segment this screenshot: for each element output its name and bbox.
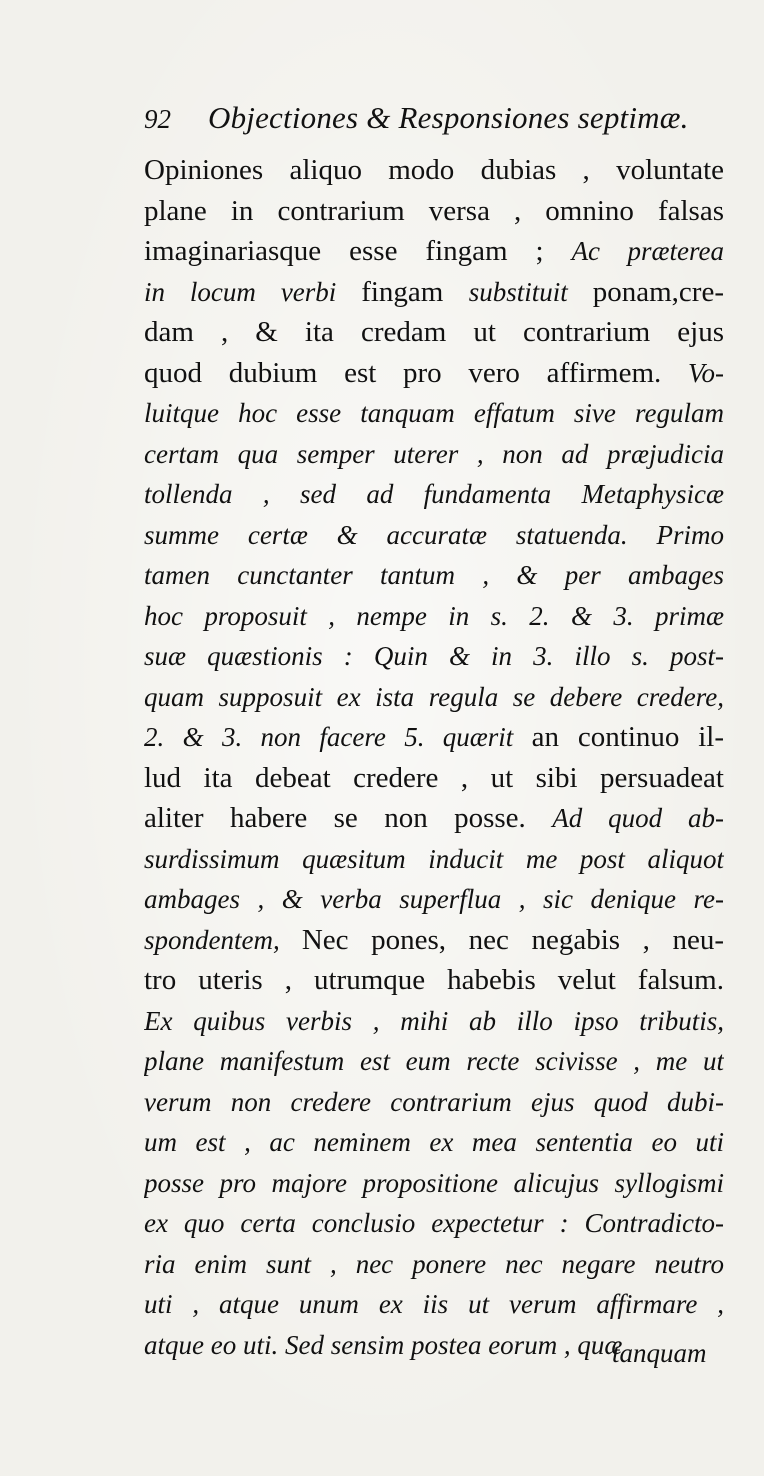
text-line — [144, 1203, 724, 1244]
italic-text-segment: ex quo certa conclusio expectetur : Contradicto- — [144, 1208, 724, 1238]
italic-text-segment: quam supposuit ex ista regula se debere credere, — [144, 681, 724, 712]
text-line — [144, 1122, 724, 1163]
text-line — [144, 596, 724, 637]
text-line — [144, 150, 724, 191]
italic-text-segment: 2. & 3. non facere 5. quærit — [144, 722, 532, 752]
text-line — [144, 717, 724, 758]
text-line — [144, 1244, 724, 1285]
italic-text-segment: uti , atque unum ex iis ut verum affirmare , — [144, 1289, 724, 1319]
italic-text-segment: um est , ac neminem ex mea sententia eo uti — [144, 1127, 724, 1157]
text-line — [144, 434, 724, 475]
text-line — [144, 960, 724, 1001]
text-line — [144, 191, 724, 232]
italic-text-segment: summe certæ & accuratæ statuenda. Primo — [144, 519, 724, 550]
italic-text-segment: tollenda , sed ad fundamenta Metaphysicæ — [144, 479, 724, 509]
text-line — [144, 1163, 724, 1204]
text-line — [144, 353, 724, 394]
roman-text-segment: tro uteris , utrumque habebis velut falsum. — [144, 964, 724, 996]
catchword: tanquam — [612, 1338, 707, 1368]
italic-text-segment: plane manifestum est eum recte scivisse , me ut — [144, 1046, 724, 1076]
text-line — [144, 272, 724, 313]
italic-text-segment: luitque hoc esse tanquam effatum sive regulam — [144, 398, 724, 428]
roman-text-segment: an continuo il- — [531, 721, 724, 753]
roman-text-segment: aliter habere se non posse. — [144, 802, 553, 834]
italic-text-segment: tamen cunctanter tantum , & per ambages — [144, 560, 724, 590]
roman-text-segment: dam , & ita credam ut contrarium ejus — [144, 316, 724, 348]
italic-text-segment: posse pro majore propositione alicujus syllogismi — [144, 1167, 724, 1198]
text-line — [144, 758, 724, 799]
text-line — [144, 798, 724, 839]
text-line — [144, 1001, 724, 1042]
text-line — [144, 393, 724, 434]
body-text — [144, 150, 724, 1365]
roman-text-segment: fingam — [361, 275, 469, 308]
italic-text-segment: in locum verbi — [144, 276, 362, 307]
italic-text-segment: verum non credere contrarium ejus quod dubi- — [144, 1086, 724, 1117]
italic-text-segment: ambages , & verba superflua , sic denique re- — [144, 884, 724, 914]
text-line — [144, 636, 724, 677]
roman-text-segment: Opiniones aliquo modo dubias , voluntate — [144, 154, 724, 186]
italic-text-segment: hoc proposuit , nempe in s. 2. & 3. primæ — [144, 600, 724, 631]
text-line — [144, 879, 724, 920]
italic-text-segment: Vo- — [688, 357, 724, 388]
roman-text-segment: quod dubium est pro vero affirmem. — [144, 356, 688, 389]
italic-text-segment: substituit — [468, 276, 593, 307]
text-line — [144, 1082, 724, 1123]
text-line — [144, 1041, 724, 1082]
text-line — [144, 677, 724, 718]
italic-text-segment: ria enim sunt , nec ponere nec negare neutro — [144, 1248, 724, 1279]
italic-text-segment: suæ quæstionis : Quin & in 3. illo s. post- — [144, 641, 724, 671]
text-line — [144, 515, 724, 556]
text-line — [144, 1284, 724, 1325]
text-line — [144, 312, 724, 353]
italic-text-segment: spondentem, — [144, 924, 302, 955]
text-line — [144, 920, 724, 961]
roman-text-segment: lud ita debeat credere , ut sibi persuadeat — [144, 761, 724, 794]
italic-text-segment: certam qua semper uterer , non ad præjudicia — [144, 438, 724, 469]
text-line — [144, 474, 724, 515]
roman-text-segment: Nec pones, nec negabis , neu- — [301, 923, 724, 956]
italic-text-segment: Ex quibus verbis , mihi ab illo ipso tributis, — [144, 1005, 724, 1036]
italic-text-segment: Ac præterea — [571, 236, 724, 266]
roman-text-segment: ponam,cre- — [592, 275, 724, 308]
roman-text-segment: plane in contrarium versa , omnino falsas — [144, 194, 724, 227]
text-line — [144, 555, 724, 596]
text-line — [144, 231, 724, 272]
italic-text-segment: surdissimum quæsitum inducit me post aliquot — [144, 843, 724, 874]
roman-text-segment: imaginariasque esse fingam ; — [144, 235, 572, 267]
running-title: Objectiones & Responsiones septimæ. — [208, 100, 689, 135]
italic-text-segment: Ad quod ab- — [552, 803, 724, 833]
page-number: 92 — [144, 104, 171, 134]
italic-text-segment: atque eo uti. Sed sensim postea eorum , quæ — [144, 1329, 623, 1360]
text-line — [144, 839, 724, 880]
page-header — [144, 100, 724, 136]
